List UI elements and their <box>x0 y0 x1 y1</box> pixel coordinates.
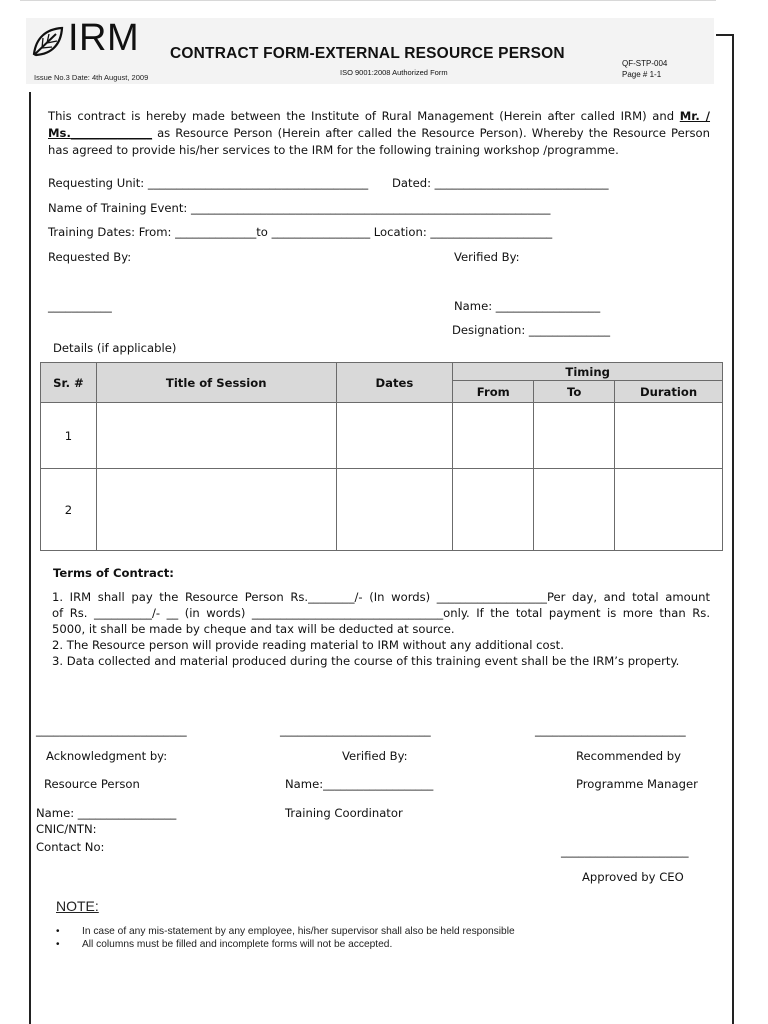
resource-person-name-field[interactable]: Name: _________________ <box>36 806 177 820</box>
dated-field[interactable]: Dated: ______________________________ <box>392 176 609 190</box>
col-title-of-session: Title of Session <box>96 363 336 403</box>
cnic-label: CNIC/NTN: <box>36 822 97 836</box>
resource-person-signature-line[interactable]: __________________________ <box>36 723 187 737</box>
note-title: NOTE: <box>56 898 99 914</box>
term-1-line-1: 1. IRM shall pay the Resource Person Rs.________/- (In words) ___________________Per day, and total amount <box>52 590 710 604</box>
note-item-2: All columns must be filled and incomplete forms will not be accepted. <box>82 939 393 950</box>
table-row <box>41 469 723 551</box>
recommender-signature-line[interactable]: __________________________ <box>535 723 686 737</box>
frame-left-border <box>29 92 31 1024</box>
row-from-cell[interactable] <box>453 469 534 551</box>
intro-line-3: has agreed to provide his/her services to the IRM for the following training workshop /programme. <box>48 143 619 157</box>
row-title-cell[interactable] <box>96 403 336 469</box>
col-timing: Timing <box>453 363 723 381</box>
training-coordinator-label: Training Coordinator <box>285 806 403 820</box>
issue-info: Issue No.3 Date: 4th August, 2009 <box>34 73 149 82</box>
row-sr: 2 <box>41 469 97 551</box>
bullet-icon: • <box>56 939 60 950</box>
term-1-line-3: 5000, it shall be made by cheque and tax will be deducted at source. <box>52 622 455 636</box>
row-from-cell[interactable] <box>453 403 534 469</box>
frame-top-border <box>716 34 733 36</box>
terms-list <box>52 589 710 669</box>
term-1-line-2: of Rs. __________/- __ (in words) _________________________________only. If the total payment is more than Rs. <box>52 606 710 620</box>
intro-paragraph <box>48 108 710 159</box>
form-code-block <box>622 58 667 80</box>
row-duration-cell[interactable] <box>615 469 723 551</box>
session-table <box>40 362 723 551</box>
verified-by-label: Verified By: <box>454 250 520 264</box>
col-to: To <box>534 381 615 403</box>
row-to-cell[interactable] <box>534 469 615 551</box>
note-item-1: In case of any mis-statement by any employee, his/her supervisor shall also be held responsible <box>82 926 515 937</box>
verified-by-label-2: Verified By: <box>342 749 408 763</box>
col-from: From <box>453 381 534 403</box>
intro-line-2 <box>48 125 710 142</box>
form-code: QF-STP-004 <box>622 59 668 68</box>
ms-label: Ms. <box>48 126 71 140</box>
intro-text-1: This contract is hereby made between the Institute of Rural Management (Herein after called IRM) and <box>48 109 675 123</box>
row-to-cell[interactable] <box>534 403 615 469</box>
term-2: 2. The Resource person will provide reading material to IRM without any additional cost. <box>52 638 564 652</box>
frame-right-border <box>732 34 734 1024</box>
approved-by-ceo-label: Approved by CEO <box>582 870 684 884</box>
bullet-icon: • <box>56 926 60 937</box>
resource-person-label: Resource Person <box>44 777 140 791</box>
org-logo-text: IRM <box>68 17 140 59</box>
page-number: Page # 1-1 <box>622 70 662 79</box>
intro-text-2: as Resource Person (Herein after called the Resource Person). Whereby the Resource Person <box>157 126 710 140</box>
requested-by-signature-line[interactable]: ___________ <box>48 299 112 313</box>
table-row <box>41 403 723 469</box>
col-sr: Sr. # <box>41 363 97 403</box>
iso-note: ISO 9001:2008 Authorized Form <box>340 68 448 77</box>
row-dates-cell[interactable] <box>336 469 453 551</box>
requesting-unit-field[interactable]: Requesting Unit: ______________________________________ <box>48 176 369 190</box>
designation-field[interactable]: Designation: ______________ <box>452 323 611 337</box>
recommended-by-label: Recommended by <box>576 749 681 763</box>
col-dates: Dates <box>336 363 453 403</box>
row-dates-cell[interactable] <box>336 403 453 469</box>
training-event-field[interactable]: Name of Training Event: ______________________________________________________________ <box>48 201 551 215</box>
training-dates-field[interactable]: Training Dates: From: ______________to _________________ Location: _____________________ <box>48 225 553 239</box>
ceo-signature-line[interactable]: ______________________ <box>561 844 689 858</box>
row-duration-cell[interactable] <box>615 403 723 469</box>
contact-label: Contact No: <box>36 840 105 854</box>
table-header-row <box>41 363 723 381</box>
name-blank[interactable]: ______________ <box>70 126 152 140</box>
irm-leaf-logo-icon <box>30 24 66 60</box>
col-duration: Duration <box>615 381 723 403</box>
row-sr: 1 <box>41 403 97 469</box>
terms-title: Terms of Contract: <box>53 566 174 580</box>
coordinator-name-field[interactable]: Name:___________________ <box>285 777 434 791</box>
term-3: 3. Data collected and material produced during the course of this training event shall be the IRM’s property. <box>52 654 680 668</box>
acknowledgment-label: Acknowledgment by: <box>46 749 168 763</box>
mr-label: Mr. / <box>679 109 711 123</box>
programme-manager-label: Programme Manager <box>576 777 698 791</box>
row-title-cell[interactable] <box>96 469 336 551</box>
intro-line-1 <box>48 108 710 125</box>
top-rule <box>20 0 716 1</box>
requested-by-label: Requested By: <box>48 250 132 264</box>
form-title: CONTRACT FORM-EXTERNAL RESOURCE PERSON <box>170 45 565 62</box>
verifier-signature-line[interactable]: __________________________ <box>280 723 431 737</box>
details-label: Details (if applicable) <box>53 341 177 355</box>
verifier-name-field[interactable]: Name: __________________ <box>454 299 601 313</box>
